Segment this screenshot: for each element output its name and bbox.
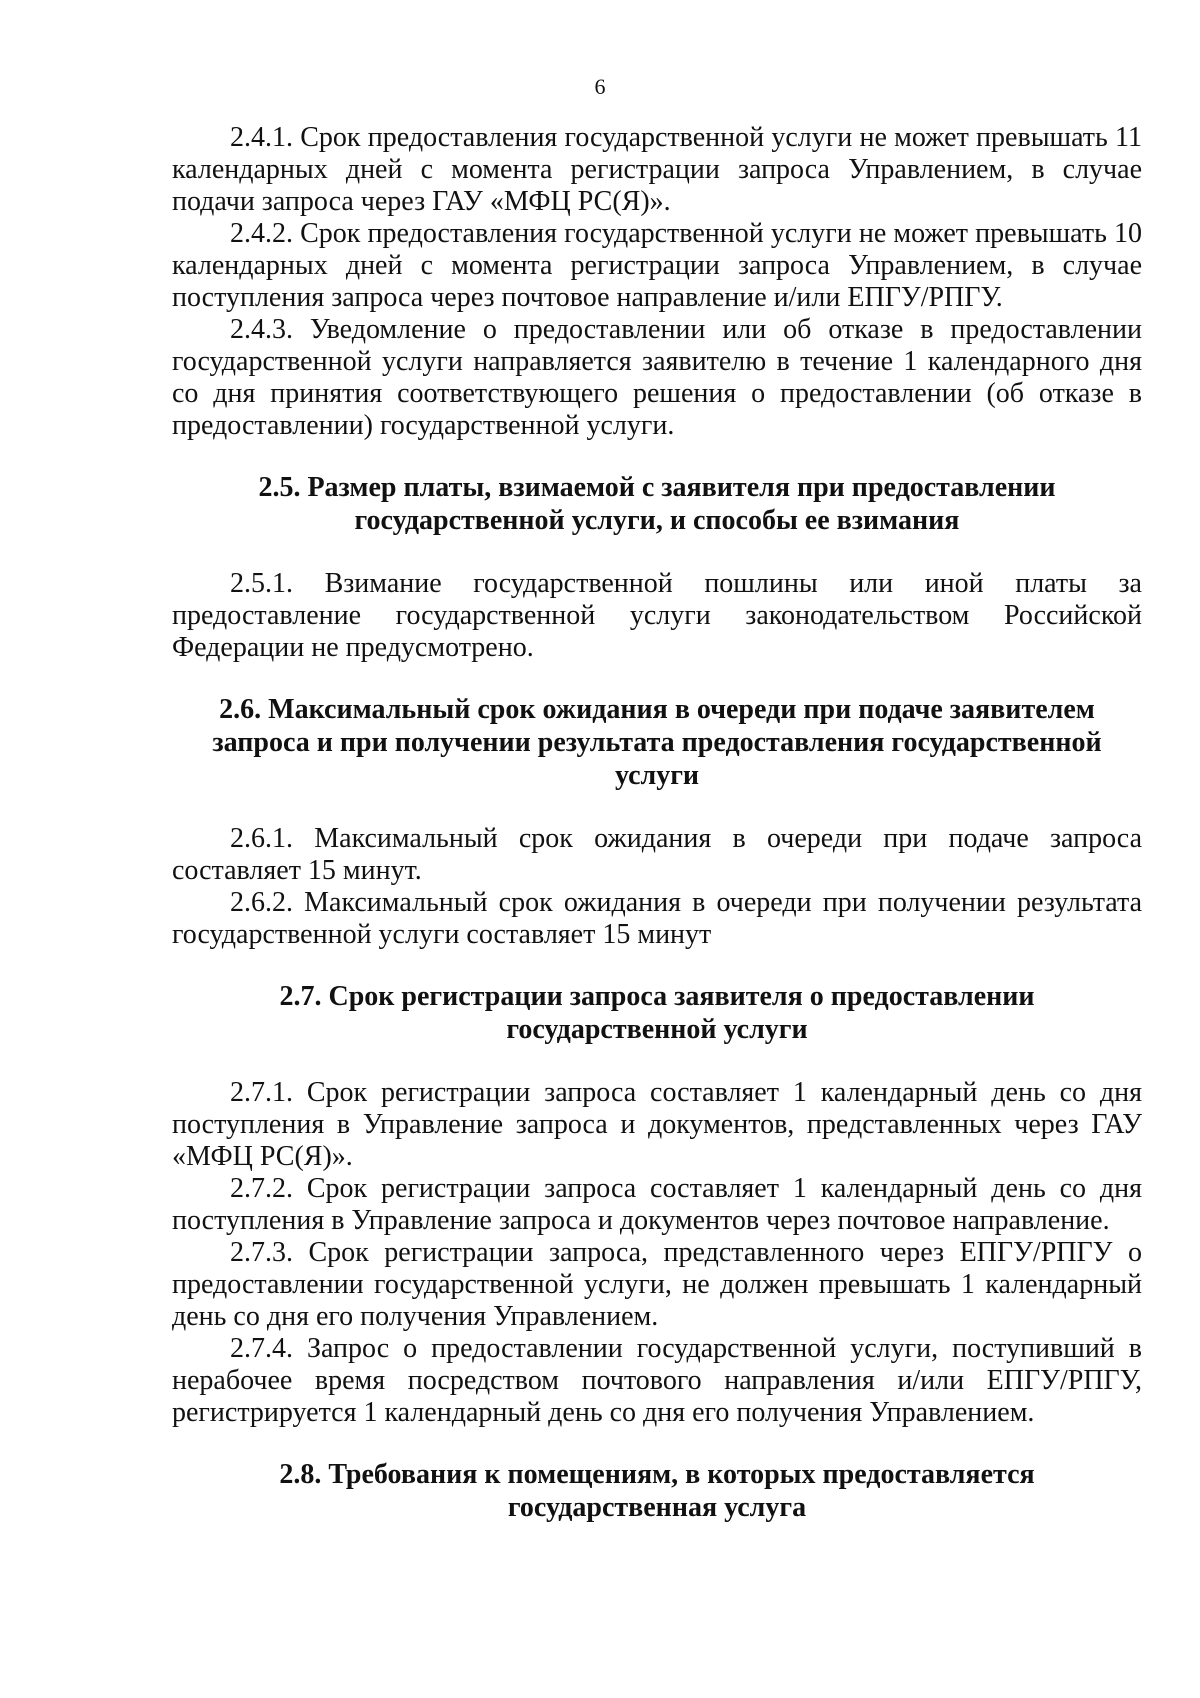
section-heading: 2.8. Требования к помещениям, в которых предоставляется государственная услуга: [279, 1459, 1035, 1523]
clause-paragraph: 2.7.4. Запрос о предоставлении государственной услуги, поступивший в нерабочее время посредством почтового направления и/или ЕПГУ/РПГУ, регистрируется 1 календарный день со дня его получения Управлением.: [172, 1333, 1142, 1428]
clause-paragraph: 2.4.3. Уведомление о предоставлении или об отказе в предоставлении государственной услуги направляется заявителю в течение 1 календарного дня со дня принятия соответствующего решения о предоставлении (об отказе в предоставлении) государственной услуги.: [172, 314, 1142, 441]
document-body: [172, 122, 1142, 1524]
section-heading: 2.5. Размер платы, взимаемой с заявителя при предоставлении государственной услуги, и способы ее взимания: [258, 472, 1056, 536]
section-spacer: [172, 537, 1142, 568]
section-spacer: [172, 951, 1142, 980]
page-number: 6: [594, 74, 606, 99]
section-spacer: [172, 1046, 1142, 1077]
section-spacer: [172, 664, 1142, 693]
section-spacer: [172, 442, 1142, 471]
clause-paragraph: 2.5.1. Взимание государственной пошлины или иной платы за предоставление государственной услуги законодательством Российской Федерации не предусмотрено.: [172, 568, 1142, 663]
clause-paragraph: 2.7.1. Срок регистрации запроса составляет 1 календарный день со дня поступления в Управление запроса и документов, представленных через ГАУ «МФЦ РС(Я)».: [172, 1077, 1142, 1172]
clause-paragraph: 2.7.2. Срок регистрации запроса составляет 1 календарный день со дня поступления в Управление запроса и документов через почтовое направление.: [172, 1173, 1142, 1236]
clause-paragraph: 2.7.3. Срок регистрации запроса, представленного через ЕПГУ/РПГУ о предоставлении государственной услуги, не должен превышать 1 календарный день со дня его получения Управлением.: [172, 1237, 1142, 1332]
section-spacer: [172, 1429, 1142, 1458]
clause-paragraph: 2.4.2. Срок предоставления государственной услуги не может превышать 10 календарных дней с момента регистрации запроса Управлением, в случае поступления запроса через почтовое направление и/или ЕПГУ/РПГУ.: [172, 218, 1142, 313]
clause-paragraph: 2.6.1. Максимальный срок ожидания в очереди при подаче запроса составляет 15 минут.: [172, 823, 1142, 886]
section-heading: 2.7. Срок регистрации запроса заявителя о предоставлении государственной услуги: [279, 981, 1035, 1045]
clause-paragraph: 2.4.1. Срок предоставления государственной услуги не может превышать 11 календарных дней с момента регистрации запроса Управлением, в случае подачи запроса через ГАУ «МФЦ РС(Я)».: [172, 122, 1142, 217]
section-heading: 2.6. Максимальный срок ожидания в очереди при подаче заявителем запроса и при получении результата предоставления государственной услуги: [212, 694, 1102, 791]
clause-paragraph: 2.6.2. Максимальный срок ожидания в очереди при получении результата государственной услуги составляет 15 минут: [172, 887, 1142, 950]
section-spacer: [172, 792, 1142, 823]
